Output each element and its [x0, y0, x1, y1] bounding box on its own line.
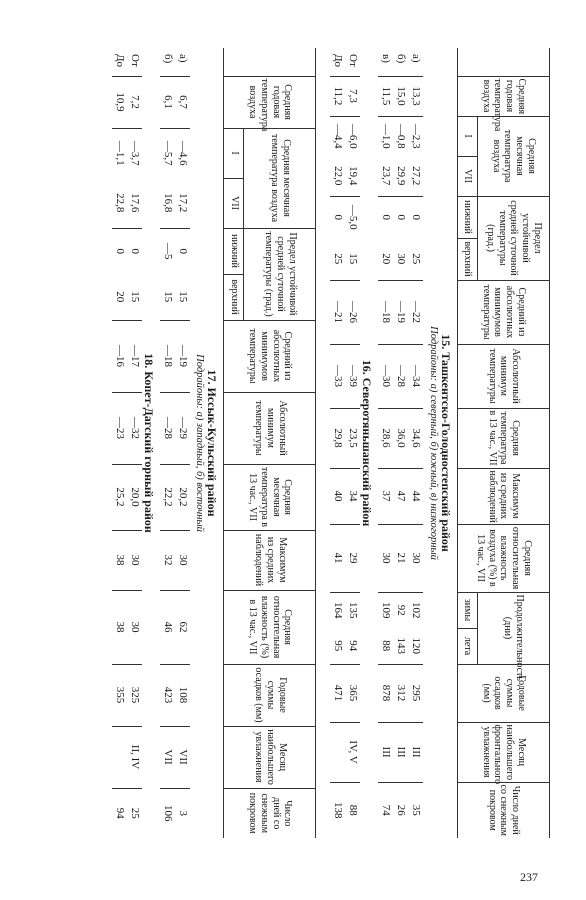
climate-table-1 — [330, 48, 550, 838]
cell-tmax: 44 — [408, 468, 423, 524]
cell-avg-year: 7,3 — [345, 76, 360, 116]
header-avg-year: Средняя годовая температура воздуха — [458, 76, 550, 116]
row-label: От — [345, 48, 360, 76]
cell-month: VII — [160, 726, 175, 788]
table-row — [408, 48, 423, 838]
cell-lower: 0 — [176, 248, 189, 255]
header2-abs-min: Абсолютный минимум температуры — [224, 392, 316, 464]
section-title: 17. Иссык-Кульский район — [205, 369, 220, 517]
header2-col-i: I — [224, 128, 244, 178]
cell-i: —5,7 — [161, 140, 174, 166]
cell-tmax: 30 — [175, 530, 190, 590]
cell-snow: 106 — [161, 805, 174, 822]
cell-avg-abs-min: —22 — [408, 280, 423, 344]
cell-avg-abs-min: —21 — [330, 280, 345, 344]
cell-avg-year: 7,2 — [127, 76, 142, 128]
cell-snow: 138 — [332, 802, 345, 819]
row-label: а) — [175, 48, 190, 76]
header2-limit: Предел устойчивой средней суточной температуры (град.) — [244, 228, 316, 320]
cell-i: —0,8 — [395, 123, 408, 149]
cell-avg-abs-min: —19 — [175, 320, 190, 392]
section-title: 15. Ташкентско-Голодностепский район — [439, 334, 453, 552]
cell-precip: 355 — [112, 664, 127, 726]
header-month-max: Месяц наибольшего фронтального увлажнения — [458, 722, 550, 782]
table-1-body — [330, 48, 457, 838]
table-row — [175, 48, 190, 838]
row-label: а) — [408, 48, 423, 76]
cell-month: VII — [175, 726, 190, 788]
header2-avg-humidity: Средняя относительная влажность (%) в 13 час., VII — [224, 590, 316, 664]
section-title: 16. Северотяньшанский район — [360, 359, 375, 527]
cell-lower: 0 — [128, 248, 141, 255]
cell-i: —2,3 — [410, 123, 423, 149]
cell-t13: 20,2 — [175, 464, 190, 530]
cell-avg-abs-min: —18 — [378, 280, 393, 344]
climate-table-2 — [112, 48, 317, 838]
cell-tmax: 40 — [330, 468, 345, 524]
cell-lower: 0 — [410, 214, 423, 221]
cell-lower: 0 — [395, 214, 408, 221]
cell-vii: 27,2 — [408, 156, 423, 196]
header2-col-vii: VII — [224, 178, 244, 228]
cell-t13: 36,0 — [393, 408, 408, 468]
cell-precip: 108 — [175, 664, 190, 726]
cell-hum: 30 — [378, 524, 393, 592]
cell-tmax: 47 — [393, 468, 408, 524]
cell-winter: 135 — [347, 602, 360, 619]
cell-lower: 0 — [332, 214, 345, 221]
cell-precip: 471 — [330, 664, 345, 722]
table-2-body — [112, 48, 224, 838]
cell-vii: 17,6 — [127, 178, 142, 228]
header-col-i: I — [458, 116, 478, 156]
cell-tmax: 38 — [112, 530, 127, 590]
header-avg-humidity: Средняя относительная влажность воздуха (%) в 13 час., VII — [458, 524, 550, 592]
cell-t13: 28,6 — [378, 408, 393, 468]
header-snow-days: Число дней со снежным покровом — [486, 784, 522, 837]
cell-vii: 16,8 — [160, 178, 175, 228]
header-limit: Предел устойчивой средней суточной температуры (град.) — [478, 196, 550, 280]
row-label: До — [330, 48, 345, 76]
cell-avg-abs-min: —19 — [393, 280, 408, 344]
cell-avg-year: 6,7 — [175, 76, 190, 128]
cell-vii: 17,2 — [175, 178, 190, 228]
cell-t13: 23,5 — [345, 408, 360, 468]
cell-precip: 325 — [127, 664, 142, 726]
header-lower: нижний — [458, 196, 478, 238]
header2-upper: верхний — [224, 274, 244, 320]
row-label: в) — [378, 48, 393, 76]
cell-abs-min: —39 — [345, 344, 360, 408]
header-precip: Годовые суммы осадков (мм) — [458, 664, 550, 722]
cell-vii: 22,0 — [330, 156, 345, 196]
cell-upper: 20 — [112, 274, 127, 320]
header2-avg-month: Средняя месячная температура воздуха — [244, 128, 316, 228]
cell-avg-year: 11,2 — [330, 76, 345, 116]
header-col-vii: VII — [458, 156, 478, 196]
table-row — [112, 48, 127, 838]
cell-month: III — [393, 722, 408, 782]
cell-upper: 15 — [127, 274, 142, 320]
cell-abs-min: —32 — [127, 392, 142, 464]
cell-avg-year: 6,1 — [160, 76, 175, 128]
header2-avg-temp-13: Средняя месячная температура в 13 час., VII — [224, 464, 316, 530]
cell-abs-min: —23 — [112, 392, 127, 464]
cell-upper: 30 — [393, 238, 408, 280]
cell-vii: 19,4 — [345, 156, 360, 196]
cell-snow: 26 — [395, 804, 408, 816]
label-col-header-2 — [224, 48, 316, 76]
cell-avg-year: 15,0 — [393, 76, 408, 116]
cell-t13: 29,8 — [330, 408, 345, 468]
cell-tmax: 37 — [378, 468, 393, 524]
cell-avg-year: 11,5 — [378, 76, 393, 116]
cell-snow: 94 — [113, 807, 126, 819]
cell-precip: 312 — [393, 664, 408, 722]
table-row — [378, 48, 393, 838]
cell-upper: 25 — [330, 238, 345, 280]
cell-month — [330, 722, 345, 782]
header2-snow-days: Число дней со снежным покровом — [247, 792, 294, 834]
cell-precip: 423 — [160, 664, 175, 726]
row-label: б) — [393, 48, 408, 76]
cell-t13: 34,6 — [408, 408, 423, 468]
header-winter: зимы — [458, 592, 478, 628]
cell-summer: 120 — [408, 628, 423, 664]
cell-month: IV, V — [345, 722, 360, 782]
cell-upper: 15 — [345, 238, 360, 280]
table-row — [330, 48, 345, 838]
cell-abs-min: —28 — [393, 344, 408, 408]
section-subtitle: Подрайоны: а) северный, б) южный, в) низкогорный — [427, 326, 439, 560]
section-title: 18. Копет-Дагский горный район — [141, 353, 156, 533]
header2-max-temp: Максимум из средних наблюдений — [224, 530, 316, 590]
cell-precip: 365 — [345, 664, 360, 722]
cell-i: —4,6 — [176, 140, 189, 166]
row-label: До — [112, 48, 127, 76]
cell-month: III — [408, 722, 423, 782]
cell-t13: 20,0 — [127, 464, 142, 530]
rotated-tables — [60, 48, 550, 838]
header-duration: Продолжительность (дни) — [478, 592, 550, 664]
cell-t13: 22,2 — [160, 464, 175, 530]
header2-precip: Годовые суммы осадков (мм) — [224, 664, 316, 726]
cell-snow: 88 — [347, 804, 360, 816]
cell-hum: 46 — [160, 590, 175, 664]
cell-winter: 102 — [410, 602, 423, 619]
cell-hum: 62 — [175, 590, 190, 664]
cell-upper: 25 — [408, 238, 423, 280]
cell-lower: —5,0 — [347, 204, 360, 230]
header-summer: лета — [458, 628, 478, 664]
table-row — [127, 48, 142, 838]
row-label: От — [127, 48, 142, 76]
cell-hum: 29 — [345, 524, 360, 592]
cell-avg-year: 10,9 — [112, 76, 127, 128]
cell-i: —1,0 — [380, 123, 393, 149]
cell-precip: 878 — [378, 664, 393, 722]
cell-t13: 25,2 — [112, 464, 127, 530]
header-max-temp: Максимум из средних наблюдений — [458, 468, 550, 524]
cell-upper: 15 — [160, 274, 175, 320]
cell-hum: 30 — [127, 590, 142, 664]
header-avg-temp-13: Средняя температура в 13 час., VII — [458, 408, 550, 468]
cell-i: —4,4 — [332, 123, 345, 149]
table-row — [160, 48, 175, 838]
cell-hum: 30 — [408, 524, 423, 592]
label-col-header — [458, 48, 550, 76]
cell-lower: —5 — [161, 243, 174, 260]
cell-tmax: 32 — [160, 530, 175, 590]
header2-avg-abs-min: Средний из абсолютных минимумов температуры — [224, 320, 316, 392]
cell-summer: 143 — [393, 628, 408, 664]
cell-summer: 95 — [330, 628, 345, 664]
header-avg-month: Средняя месячная температура воздуха — [478, 116, 550, 196]
header2-lower: нижний — [224, 228, 244, 274]
cell-snow: 74 — [380, 804, 393, 816]
cell-abs-min: —28 — [160, 392, 175, 464]
cell-avg-abs-min: —26 — [345, 280, 360, 344]
cell-snow: 25 — [128, 807, 141, 819]
page-number: 237 — [520, 870, 538, 884]
cell-hum: 38 — [112, 590, 127, 664]
cell-vii: 29,9 — [393, 156, 408, 196]
header-upper: верхний — [458, 238, 478, 280]
cell-tmax: 34 — [345, 468, 360, 524]
header-abs-min: Абсолютный минимум температуры — [458, 344, 550, 408]
cell-vii: 22,8 — [112, 178, 127, 228]
cell-avg-year: 13,3 — [408, 76, 423, 116]
cell-avg-abs-min: —16 — [112, 320, 127, 392]
cell-winter: 92 — [395, 604, 408, 616]
table-row — [345, 48, 360, 838]
cell-upper: 20 — [378, 238, 393, 280]
cell-i: —6,0 — [347, 123, 360, 149]
cell-i: —3,7 — [128, 140, 141, 166]
cell-month — [112, 726, 127, 788]
cell-abs-min: —34 — [408, 344, 423, 408]
row-label: б) — [160, 48, 175, 76]
cell-upper: 15 — [175, 274, 190, 320]
cell-lower: 0 — [113, 248, 126, 255]
cell-hum: 21 — [393, 524, 408, 592]
cell-abs-min: —30 — [378, 344, 393, 408]
cell-month: III — [378, 722, 393, 782]
cell-hum: 41 — [330, 524, 345, 592]
cell-precip: 295 — [408, 664, 423, 722]
cell-summer: 88 — [378, 628, 393, 664]
cell-tmax: 30 — [127, 530, 142, 590]
cell-winter: 109 — [380, 602, 393, 619]
cell-snow: 35 — [410, 804, 423, 816]
cell-avg-abs-min: —18 — [160, 320, 175, 392]
table-row — [393, 48, 408, 838]
cell-vii: 23,7 — [378, 156, 393, 196]
header-avg-abs-min: Средний из абсолютных минимумов температуры — [458, 280, 550, 344]
cell-i: —1,1 — [113, 140, 126, 166]
cell-summer: 94 — [345, 628, 360, 664]
cell-month: II, IV — [127, 726, 142, 788]
section-subtitle: Подрайоны: а) западный, б) восточный — [194, 354, 206, 532]
cell-abs-min: —33 — [330, 344, 345, 408]
header2-avg-year: Средняя годовая температура воздуха — [224, 76, 316, 128]
cell-snow: 3 — [176, 810, 189, 817]
cell-abs-min: —29 — [175, 392, 190, 464]
cell-winter: 164 — [332, 602, 345, 619]
cell-avg-abs-min: —17 — [127, 320, 142, 392]
cell-lower: 0 — [380, 214, 393, 221]
header2-month-max: Месяц наибольшего увлажнения — [224, 726, 316, 788]
